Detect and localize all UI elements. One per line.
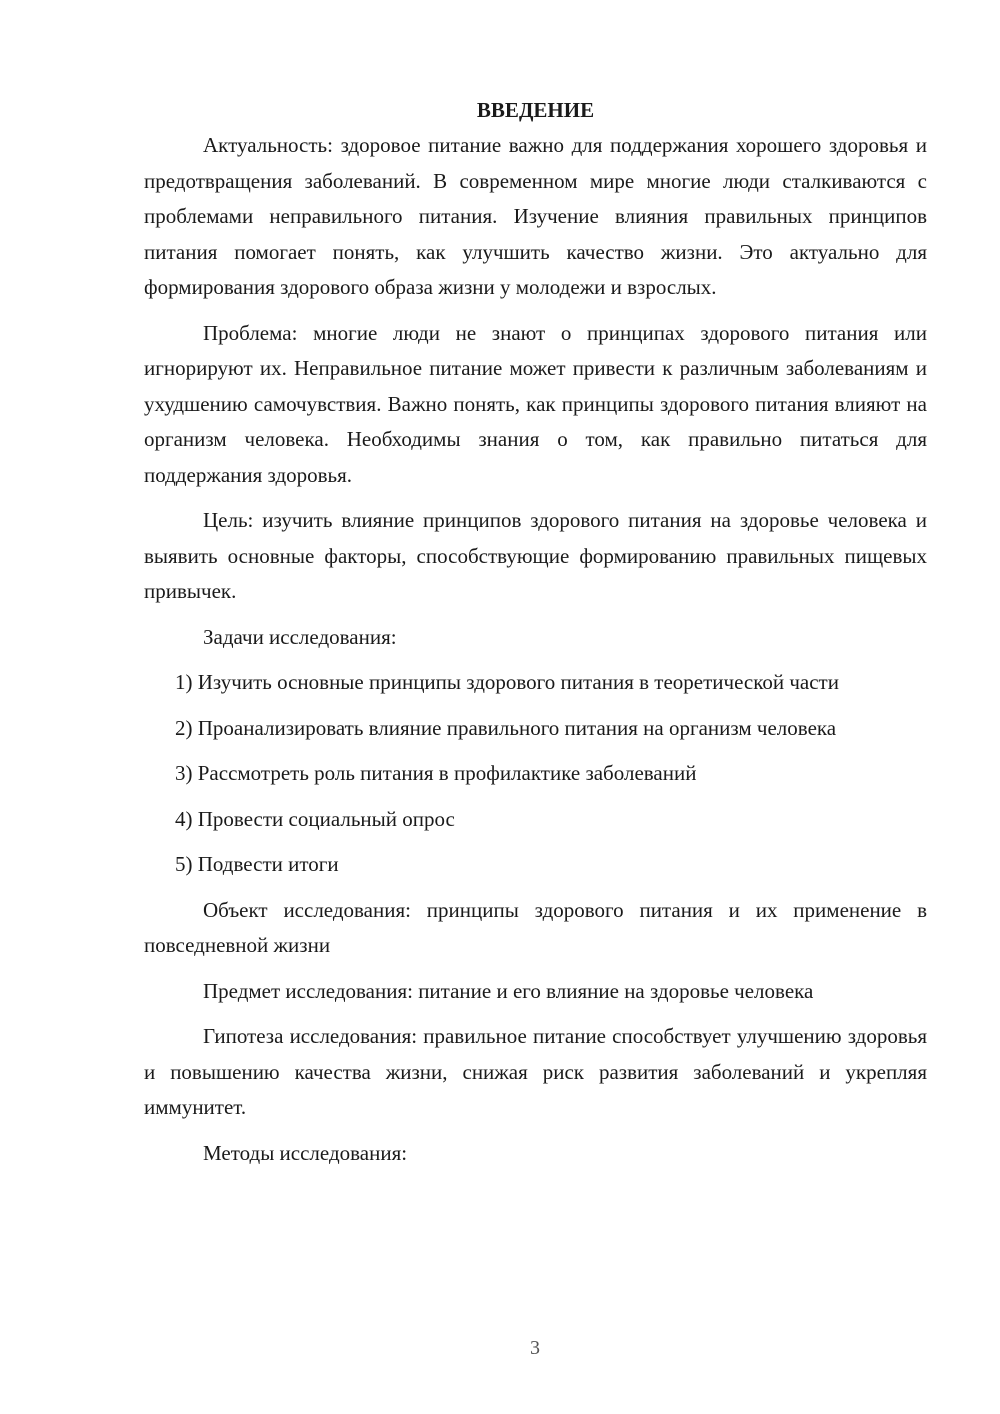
paragraph-hypothesis: Гипотеза исследования: правильное питание способствует улучшению здоровья и повышению качества жизни, снижая риск развития заболеваний и укрепляя иммунитет.	[144, 1024, 927, 1119]
paragraph-list	[144, 128, 927, 1171]
task-item-4: 4) Провести социальный опрос	[175, 806, 455, 831]
page-number: 3	[530, 1337, 540, 1359]
task-item-1: 1) Изучить основные принципы здорового питания в теоретической части	[175, 670, 839, 694]
task-item-2: 2) Проанализировать влияние правильного питания на организм человека	[175, 715, 837, 740]
paragraph-goal: Цель: изучить влияние принципов здорового питания на здоровье человека и выявить основные факторы, способствующие формированию правильных пищевых привычек.	[144, 508, 927, 603]
page-content	[144, 92, 927, 1181]
paragraph-object: Объект исследования: принципы здорового питания и их применение в повседневной жизни	[144, 897, 927, 957]
paragraph-tasks-heading: Задачи исследования:	[203, 624, 397, 649]
task-item-3: 3) Рассмотреть роль питания в профилактике заболеваний	[175, 761, 697, 785]
paragraph-problem: Проблема: многие люди не знают о принципах здорового питания или игнорируют их. Неправильное питание может привести к различным заболеваниям и ухудшению самочувствия. Важно понять, как принципы здорового питания влияют на организм человека. Необходимы знания о том, как правильно питаться для поддержания здоровья.	[144, 320, 927, 487]
paragraph-relevance: Актуальность: здоровое питание важно для поддержания хорошего здоровья и предотвращения заболеваний. В современном мире многие люди сталкиваются с проблемами неправильного питания. Изучение влияния правильных принципов питания помогает понять, как улучшить качество жизни. Это актуально для формирования здорового образа жизни у молодежи и взрослых.	[144, 133, 927, 299]
paragraph-methods: Методы исследования:	[203, 1140, 408, 1165]
section-title: ВВЕДЕНИЕ	[476, 98, 595, 122]
task-item-5: 5) Подвести итоги	[175, 852, 339, 876]
paragraph-subject: Предмет исследования: питание и его влияние на здоровье человека	[203, 978, 814, 1003]
